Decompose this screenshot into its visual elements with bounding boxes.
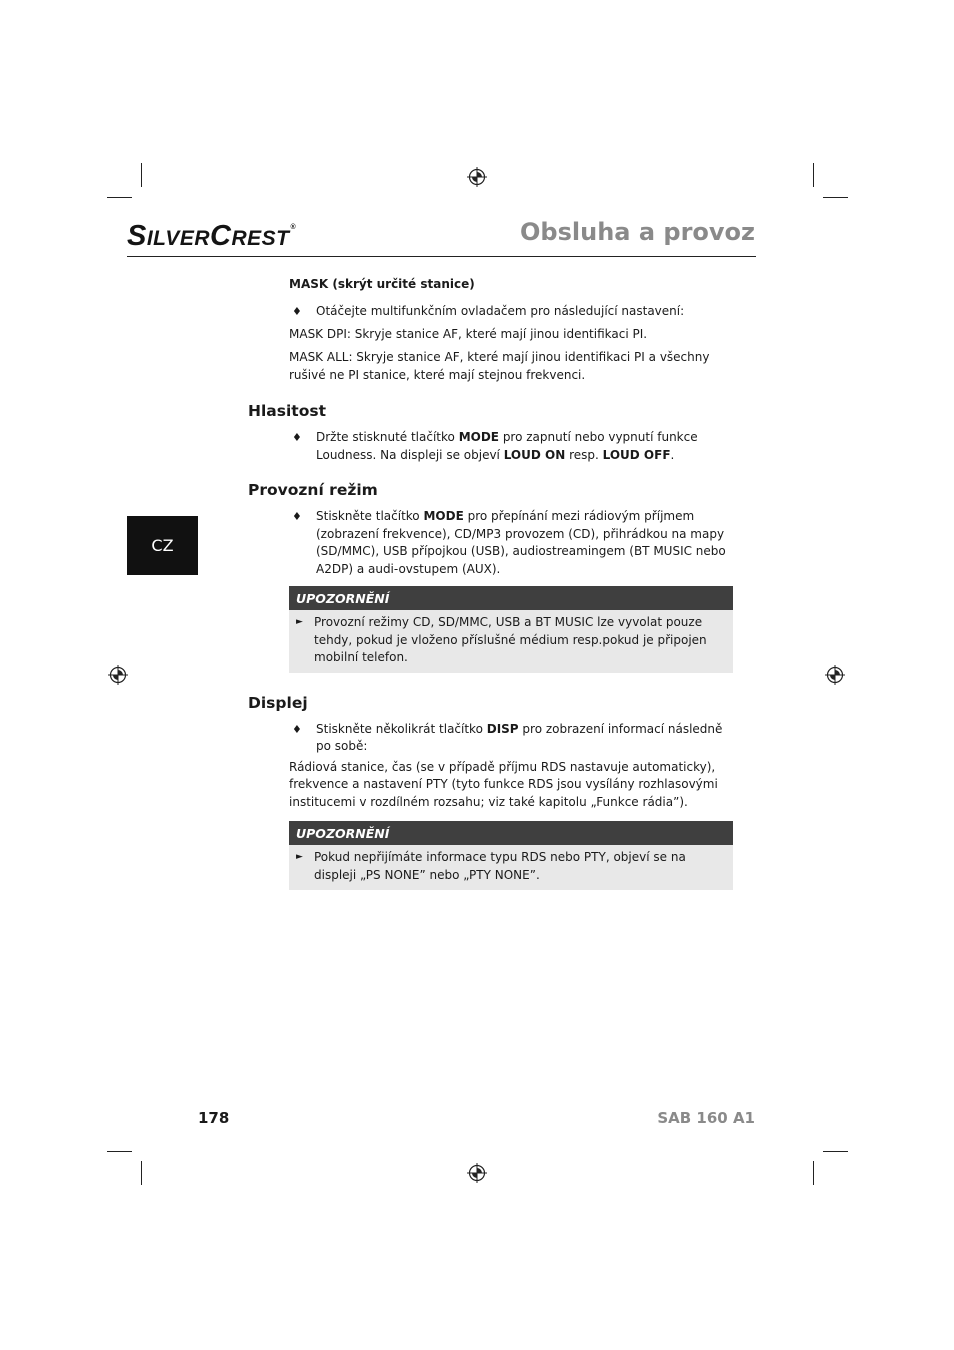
notice-box (289, 821, 733, 890)
notice-body (289, 610, 733, 673)
notice-box (289, 586, 733, 673)
notice-text: Pokud nepřijímáte informace typu RDS nebo PTY, objeví se na displeji „PS NONE” nebo „PTY NONE”. (314, 850, 686, 882)
list-item (289, 721, 733, 756)
crop-mark (141, 1161, 142, 1185)
diamond-bullet-icon: ♦ (292, 510, 302, 523)
bullet-text: Držte stisknuté tlačítko MODE pro zapnutí nebo vypnutí funkce Loudness. Na displeji se objeví LOUD ON resp. LOUD OFF. (316, 430, 698, 462)
language-tab: CZ (127, 516, 198, 575)
arrow-bullet-icon: ► (296, 852, 303, 862)
registration-mark-icon (825, 665, 845, 685)
arrow-bullet-icon: ► (296, 617, 303, 627)
notice-title: UPOZORNĚNÍ (289, 586, 733, 610)
crop-mark (813, 1161, 814, 1185)
header-divider (127, 256, 756, 257)
diamond-bullet-icon: ♦ (292, 722, 302, 736)
section-heading-provozni-rezim: Provozní režim (248, 481, 378, 499)
displej-paragraph: Rádiová stanice, čas (se v případě příjmu RDS nastavuje automaticky), frekvence a nastavení PTY (tyto funkce RDS jsou vysílány rozhlasovými institucemi v rozdílném rozsahu; viz také kapitolu „Funkce rádia”). (289, 759, 718, 809)
model-number: SAB 160 A1 (657, 1109, 755, 1127)
list-item (289, 508, 733, 578)
mask-all-text: MASK ALL: Skryje stanice AF, které mají jinou identifikaci PI a všechny rušivé ne PI stanice, které mají stejnou frekvenci. (289, 350, 710, 382)
page-title: Obsluha a provoz (520, 218, 755, 246)
list-item (289, 429, 733, 464)
mask-dpi-text: MASK DPI: Skryje stanice AF, které mají jinou identifikaci PI. (289, 326, 648, 341)
notice-body (289, 845, 733, 890)
diamond-bullet-icon: ♦ (292, 305, 302, 318)
bullet-text: Stiskněte několikrát tlačítko DISP pro zobrazení informací následně po sobě: (316, 721, 723, 753)
notice-title: UPOZORNĚNÍ (289, 821, 733, 845)
section-heading-hlasitost: Hlasitost (248, 402, 326, 420)
crop-mark (823, 1151, 848, 1152)
crop-mark (107, 1151, 132, 1152)
mask-heading: MASK (skrýt určité stanice) (289, 277, 475, 291)
registration-mark-icon (467, 167, 487, 187)
bullet-text: Otáčejte multifunkčním ovladačem pro následující nastavení: (316, 304, 685, 318)
main-content (248, 276, 733, 890)
crop-mark (141, 163, 142, 187)
bullet-text: Stiskněte tlačítko MODE pro přepínání mezi rádiovým příjmem (zobrazení frekvence), CD/MP3 provozem (CD), přihrádkou na mapy (SD/MMC), USB přípojkou (USB), audiostreamingem (BT MUSIC nebo A2DP) a audi-ovstupem (AUX). (316, 509, 726, 576)
page-number: 178 (198, 1109, 230, 1127)
brand-logo: SILVERCREST® (127, 220, 297, 252)
diamond-bullet-icon: ♦ (292, 431, 302, 444)
registration-mark-icon (108, 665, 128, 685)
crop-mark (107, 197, 132, 198)
registration-mark-icon (467, 1163, 487, 1183)
list-item (289, 303, 733, 321)
crop-mark (823, 197, 848, 198)
notice-text: Provozní režimy CD, SD/MMC, USB a BT MUSIC lze vyvolat pouze tehdy, pokud je vloženo příslušné médium resp.pokud je připojen mobilní telefon. (314, 615, 707, 664)
crop-mark (813, 163, 814, 187)
section-heading-displej: Displej (248, 693, 308, 712)
